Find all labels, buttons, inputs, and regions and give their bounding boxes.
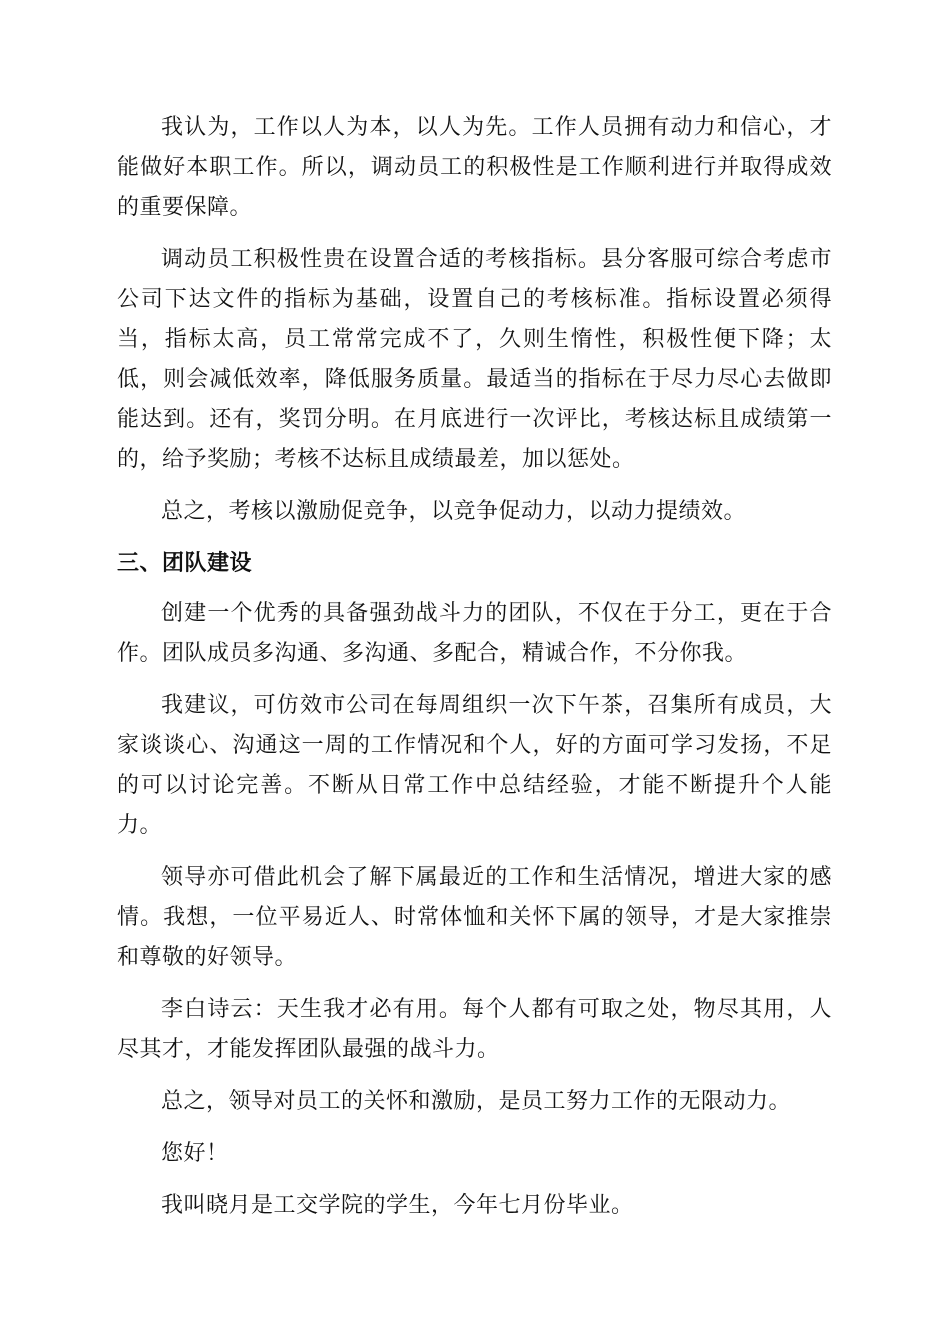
- paragraph-people-first: 我认为，工作以人为本，以人为先。工作人员拥有动力和信心，才能做好本职工作。所以，调动员工的积极性是工作顺利进行并取得成效的重要保障。: [117, 115, 832, 220]
- paragraph-team-cooperation: 创建一个优秀的具备强劲战斗力的团队，不仅在于分工，更在于合作。团队成员多沟通、多沟通、多配合，精诚合作，不分你我。: [117, 601, 832, 666]
- paragraph-li-bai-quote: 李白诗云：天生我才必有用。每个人都有可取之处，物尽其用，人尽其才，才能发挥团队最强的战斗力。: [117, 997, 832, 1062]
- document-body: [117, 108, 832, 1238]
- paragraph-self-introduction: 我叫晓月是工交学院的学生，今年七月份毕业。: [161, 1193, 634, 1218]
- paragraph-greeting: 您好！: [161, 1141, 229, 1166]
- paragraph-afternoon-tea: 我建议，可仿效市公司在每周组织一次下午茶，召集所有成员，大家谈谈心、沟通这一周的工作情况和个人，好的方面可学习发扬，不足的可以讨论完善。不断从日常工作中总结经验，才能不断提升个人能力。: [117, 693, 832, 838]
- section-heading-team-building: 三、团队建设: [117, 551, 253, 576]
- paragraph-leadership: 领导亦可借此机会了解下属最近的工作和生活情况，增进大家的感情。我想，一位平易近人、时常体恤和关怀下属的领导，才是大家推崇和尊敬的好领导。: [117, 865, 832, 970]
- paragraph-care-summary: 总之，领导对员工的关怀和激励，是员工努力工作的无限动力。: [161, 1089, 792, 1114]
- paragraph-assessment-indicators: 调动员工积极性贵在设置合适的考核指标。县分客服可综合考虑市公司下达文件的指标为基础，设置自己的考核标准。指标设置必须得当，指标太高，员工常常完成不了，久则生惰性，积极性便下降；太低，则会减低效率，降低服务质量。最适当的指标在于尽力尽心去做即能达到。还有，奖罚分明。在月底进行一次评比，考核达标且成绩第一的，给予奖励；考核不达标且成绩最差，加以惩处。: [117, 247, 832, 472]
- paragraph-assessment-summary: 总之，考核以激励促竞争，以竞争促动力，以动力提绩效。: [161, 499, 747, 524]
